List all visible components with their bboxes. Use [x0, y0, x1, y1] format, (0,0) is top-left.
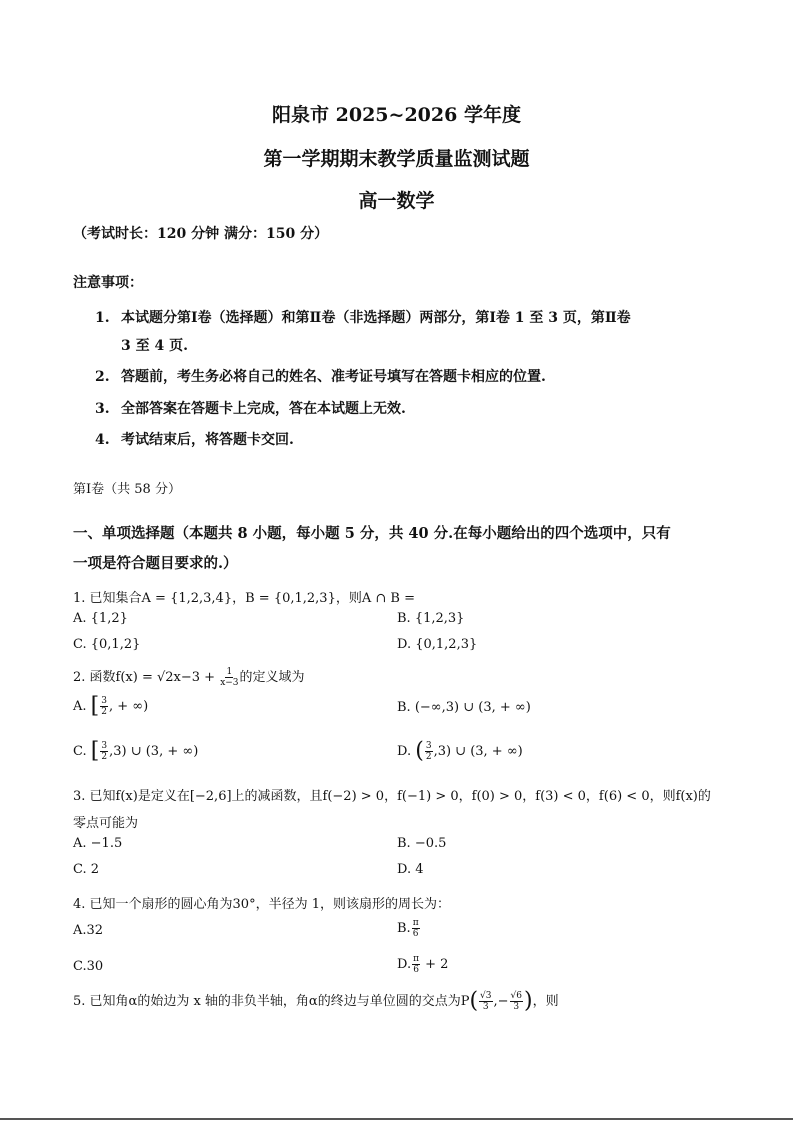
- option-label: A.: [73, 699, 87, 714]
- note-num: 4.: [95, 432, 110, 448]
- q3-option-a: A. −1.5: [73, 836, 123, 851]
- note-text: 全部答案在答题卡上完成，答在本试题上无效.: [121, 401, 406, 417]
- point-x-fraction: [479, 991, 492, 1012]
- note-item-2: [95, 366, 546, 386]
- frac-num: 3: [425, 741, 432, 751]
- frac-num: 3: [101, 741, 108, 751]
- option-label: D.: [397, 744, 412, 759]
- frac-den: x−3: [220, 678, 239, 688]
- q4-option-a: A.32: [73, 923, 104, 938]
- option-fraction: [425, 741, 433, 762]
- frac-den: 2: [101, 707, 107, 717]
- frac-num: √3: [480, 991, 492, 1001]
- frac-num: π: [413, 954, 420, 964]
- note-text: 答题前，考生务必将自己的姓名、准考证号填写在答题卡相应的位置.: [121, 369, 546, 385]
- option-rest: + 2: [421, 957, 449, 972]
- note-item-3: [95, 398, 406, 418]
- title-line-1: 阳泉市 2025~2026 学年度: [272, 104, 521, 126]
- note-text: 本试题分第Ⅰ卷（选择题）和第Ⅱ卷（非选择题）两部分，第Ⅰ卷 1 至 3 页，第Ⅱ卷: [121, 310, 631, 326]
- page-bottom-rule: [0, 1118, 793, 1120]
- q1-option-c: C. {0,1,2}: [73, 637, 141, 652]
- q2-stem-post: 的定义域为: [239, 670, 305, 685]
- q2-fraction: [220, 667, 238, 688]
- frac-den: 3: [482, 1002, 489, 1012]
- option-rest: ,3) ∪ (3, + ∞): [109, 744, 199, 759]
- frac-den: 6: [412, 929, 419, 939]
- option-rest: , + ∞): [109, 699, 149, 714]
- q2-option-b: B. (−∞,3) ∪ (3, + ∞): [397, 700, 531, 715]
- exam-info: （考试时长：120 分钟 满分：150 分）: [73, 226, 329, 242]
- volume-heading: 第Ⅰ卷（共 58 分）: [73, 482, 181, 497]
- q3-stem-line2: 零点可能为: [73, 816, 139, 831]
- bracket-left: [: [90, 693, 100, 719]
- q5-stem-post: ，则: [532, 994, 559, 1009]
- option-label: B.: [397, 921, 411, 936]
- q2-stem-pre: 2. 函数f(x) = √2x−3 +: [73, 670, 220, 685]
- frac-den: 2: [425, 752, 432, 762]
- q1-option-d: D. {0,1,2,3}: [397, 637, 478, 652]
- option-rest: ,3) ∪ (3, + ∞): [433, 744, 523, 759]
- frac-num: 1: [226, 667, 233, 677]
- q5-stem-pre: 5. 已知角α的始边为 x 轴的非负半轴，角α的终边与单位圆的交点为P: [73, 994, 470, 1009]
- title-line-2: 第一学期期末教学质量监测试题: [263, 148, 530, 170]
- note-num: 1.: [95, 310, 110, 326]
- q4-stem: 4. 已知一个扇形的圆心角为30°，半径为 1，则该扇形的周长为：: [73, 897, 450, 912]
- q4-option-b: [397, 918, 421, 939]
- paren-right: ): [524, 988, 533, 1014]
- q3-option-b: B. −0.5: [397, 836, 447, 851]
- q4-option-c: C.30: [73, 959, 104, 974]
- frac-num: √6: [510, 991, 522, 1001]
- q2-option-c: [73, 738, 199, 764]
- option-fraction: [412, 954, 420, 975]
- note-item-1-cont: 3 至 4 页.: [121, 338, 188, 354]
- frac-num: π: [412, 918, 419, 928]
- note-text: 考试结束后，将答题卡交回.: [121, 432, 294, 448]
- part1-heading-line1: 一、单项选择题（本题共 8 小题，每小题 5 分，共 40 分.在每小题给出的四个选项中，只有: [73, 525, 671, 542]
- title-line-3: 高一数学: [358, 190, 435, 212]
- option-fraction: [412, 918, 420, 939]
- paren-left: (: [415, 738, 424, 764]
- q3-stem-line1: 3. 已知f(x)是定义在[−2,6]上的减函数，且f(−2) > 0，f(−1) > 0，f(0) > 0，f(3) < 0，f(6) < 0，则f(x)的: [73, 789, 711, 804]
- q2-option-d: [397, 738, 523, 764]
- q3-option-c: C. 2: [73, 862, 100, 877]
- frac-num: 3: [101, 696, 107, 706]
- q5-stem: 5. 已知角α的始边为 x 轴的非负半轴，角α的终边与单位圆的交点为P( $\frac{√3}{3}$ ,− $\frac{√6}{3}$ )，则: [73, 988, 559, 1014]
- paren-left: (: [469, 988, 479, 1014]
- option-label: D.: [397, 957, 412, 972]
- q1-option-b: B. {1,2,3}: [397, 611, 465, 626]
- part1-heading-line2: 一项是符合题目要求的.）: [73, 555, 238, 572]
- q4-option-d: [397, 954, 448, 975]
- option-fraction: [100, 696, 108, 717]
- note-num: 3.: [95, 401, 110, 417]
- bracket-left: [: [90, 738, 100, 764]
- note-item-1: [95, 307, 631, 327]
- frac-den: 3: [513, 1002, 520, 1012]
- frac-den: 2: [101, 752, 108, 762]
- option-label: C.: [73, 744, 87, 759]
- q1-stem: 1. 已知集合A = {1,2,3,4}，B = {0,1,2,3}，则A ∩ B =: [73, 591, 415, 606]
- frac-den: 6: [413, 965, 419, 975]
- q2-stem: [73, 666, 305, 688]
- note-num: 2.: [95, 369, 110, 385]
- point-y-fraction: [510, 991, 523, 1012]
- option-fraction: [100, 741, 108, 762]
- q1-option-a: A. {1,2}: [73, 611, 128, 626]
- q2-option-a: [73, 693, 149, 719]
- q3-option-d: D. 4: [397, 862, 424, 877]
- notes-heading: 注意事项：: [73, 275, 143, 291]
- note-item-4: [95, 429, 294, 449]
